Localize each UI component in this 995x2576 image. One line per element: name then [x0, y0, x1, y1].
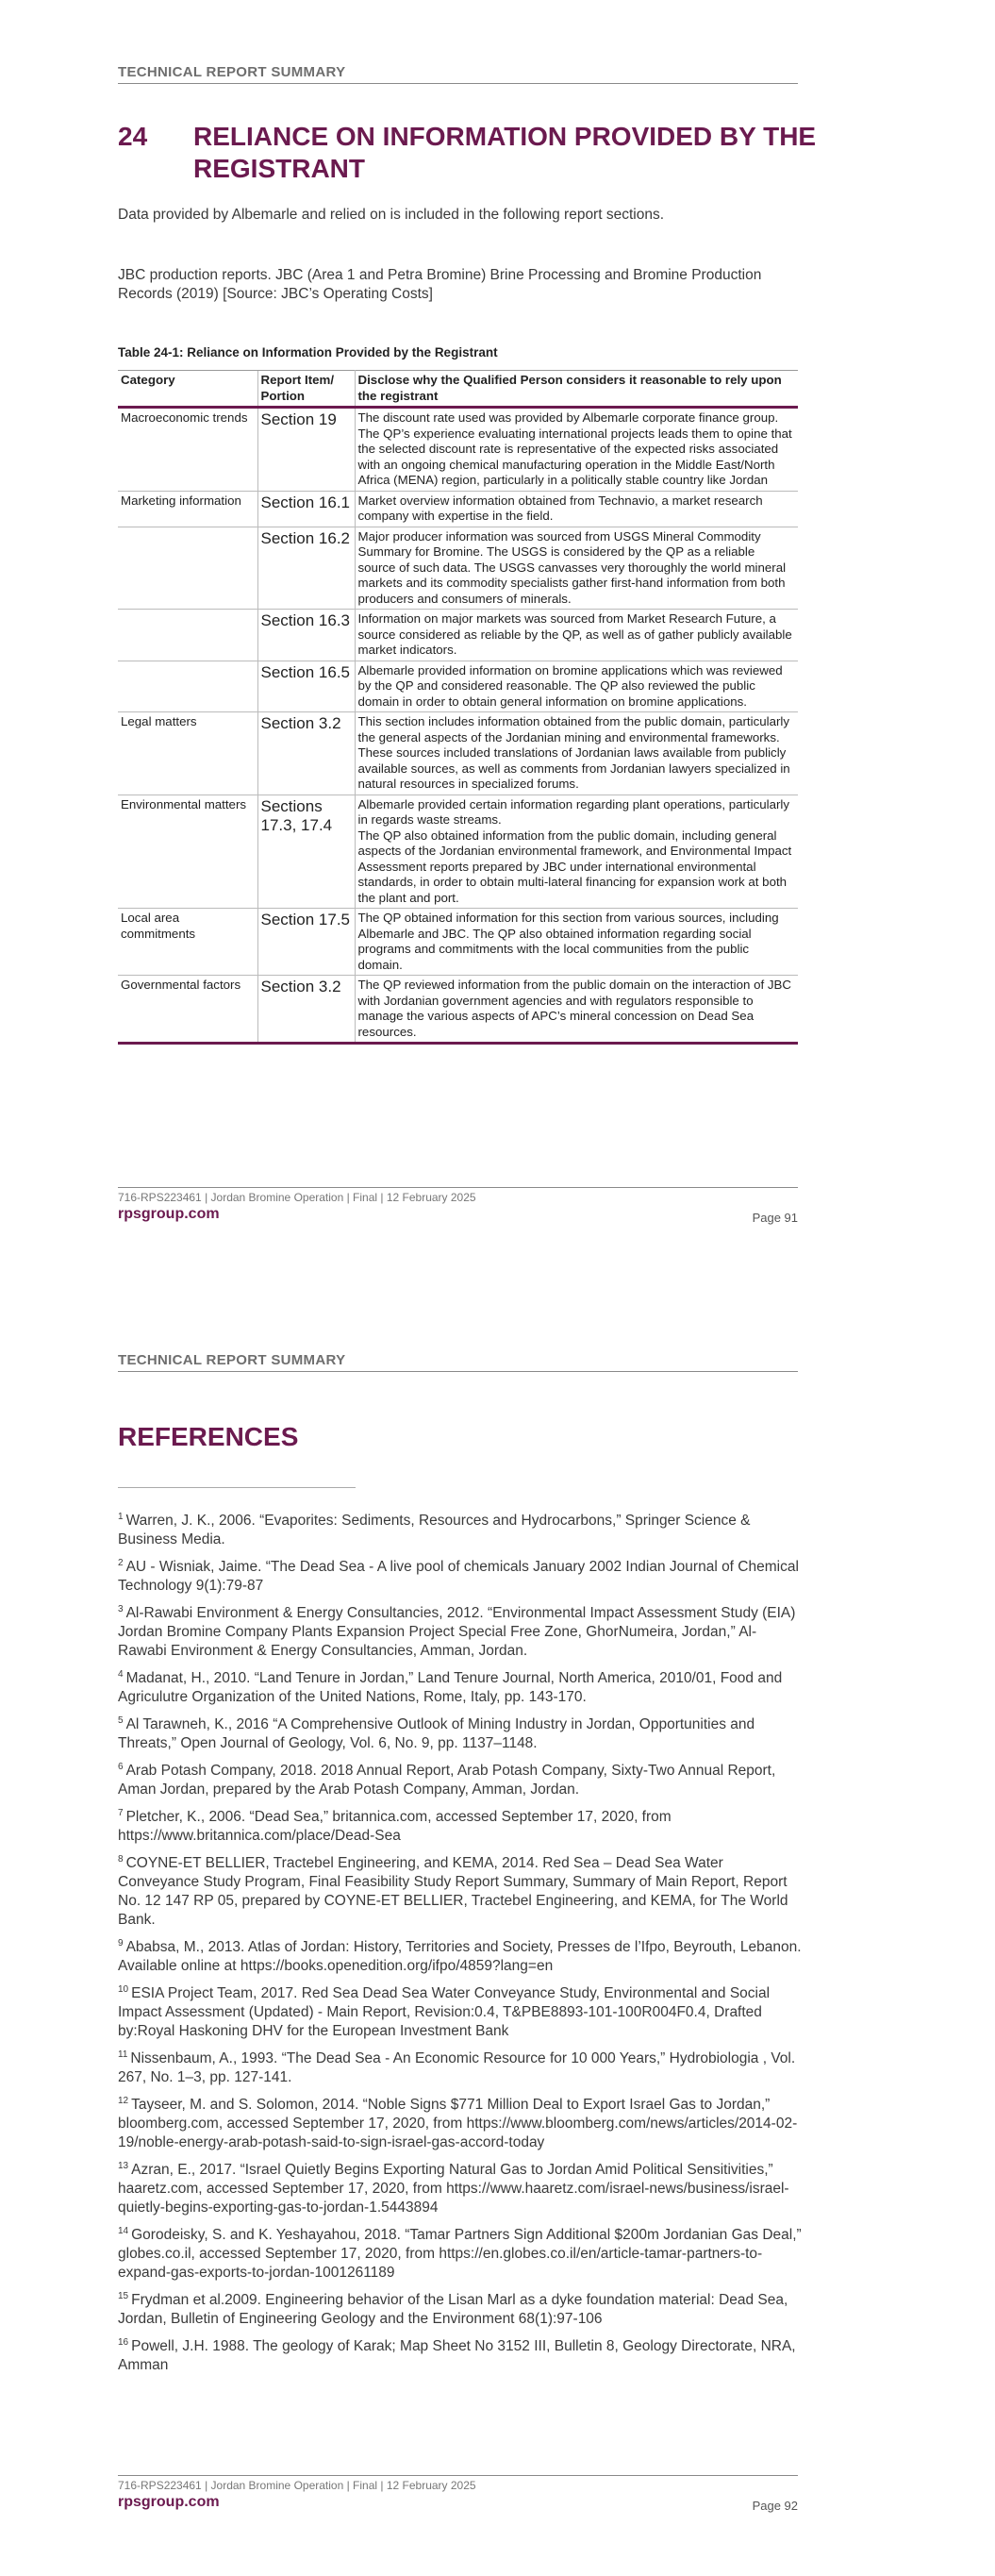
- report-item-cell: Section 19: [257, 408, 355, 492]
- reference-item: [118, 2226, 802, 2283]
- reference-item: [118, 2049, 802, 2087]
- reason-cell: Major producer information was sourced from USGS Mineral Commodity Summary for Bromine. The USGS is considered by the QP as a reliable source of such data. The USGS canvasses very thoroughly the world mineral markets and its commodity specialists gather first-hand information from both producers and consumers of minerals.: [355, 527, 798, 610]
- reference-item: [118, 2291, 802, 2329]
- reference-text: AU - Wisniak, Jaime. “The Dead Sea - A live pool of chemicals January 2002 Indian Journal of Chemical Technology 9(1):79-87: [118, 1559, 799, 1594]
- reason-cell: Market overview information obtained from Technavio, a market research company with expertise in the field.: [355, 491, 798, 527]
- reference-number: 16: [118, 2336, 129, 2348]
- reference-item: [118, 1558, 802, 1596]
- references-title: REFERENCES: [118, 1422, 299, 1451]
- reference-item: [118, 1604, 802, 1661]
- reference-text: Nissenbaum, A., 1993. “The Dead Sea - An Economic Resource for 10 000 Years,” Hydrobiologia , Vol. 267, No. 1–3, pp. 127-141.: [118, 2050, 796, 2085]
- report-item-cell: Section 16.3: [257, 610, 355, 661]
- page-92: [0, 1288, 995, 2576]
- table-row: [118, 976, 798, 1044]
- reason-cell: The QP reviewed information from the public domain on the interaction of JBC with Jordanian government agencies and with regulators responsible to manage the various aspects of APC’s mineral concession on Dead Sea resources.: [355, 976, 798, 1044]
- page-number: Page 92: [752, 2499, 798, 2513]
- page-footer: [118, 1187, 798, 1223]
- reference-item: [118, 1762, 802, 1799]
- reference-number: 10: [118, 1983, 129, 1995]
- reference-text: Pletcher, K., 2006. “Dead Sea,” britannica.com, accessed September 17, 2020, from https://www.britannica.com/place/Dead-Sea: [118, 1809, 672, 1844]
- reference-text: Frydman et al.2009. Engineering behavior of the Lisan Marl as a dyke foundation material: Dead Sea, Jordan, Bulletin of Engineering Geology and the Environment 68(1):97-106: [118, 2292, 788, 2327]
- reference-item: [118, 1715, 802, 1753]
- reference-number: 2: [118, 1557, 124, 1568]
- reason-cell: The QP obtained information for this section from various sources, including Albemarle and JBC. The QP also obtained information regarding social programs and commitments with the local communities from the public domain.: [355, 909, 798, 976]
- reference-text: Warren, J. K., 2006. “Evaporites: Sediments, Resources and Hydrocarbons,” Springer Science & Business Media.: [118, 1513, 751, 1547]
- reference-item: [118, 2096, 802, 2152]
- reference-number: 6: [118, 1761, 124, 1772]
- reference-item: [118, 2161, 802, 2217]
- page-number: Page 91: [752, 1211, 798, 1225]
- reliance-table: [118, 370, 798, 1045]
- reference-number: 1: [118, 1511, 124, 1522]
- reason-cell: Albemarle provided certain information regarding plant operations, particularly in regards waste streams. The QP also obtained information from the public domain, including general aspects of the Jordanian environmental framework, and Environmental Impact Assessment reports prepared by JBC under international environmental standards, in order to obtain multi-lateral financing for expansion work at both the plant and port.: [355, 795, 798, 909]
- reference-number: 5: [118, 1715, 124, 1726]
- reference-item: [118, 1854, 802, 1930]
- table-header-row: [118, 371, 798, 408]
- reference-number: 8: [118, 1853, 124, 1865]
- reference-number: 4: [118, 1668, 124, 1680]
- reference-number: 3: [118, 1603, 124, 1614]
- category-cell: [118, 610, 257, 661]
- report-item-cell: Section 16.5: [257, 661, 355, 712]
- reason-cell: This section includes information obtained from the public domain, particularly the general aspects of the Jordanian mining and environmental frameworks. These sources included translations of Jordanian laws available from publicly available sources, as well as comments from Jordanian lawyers specialized in natural resources in specialized forums.: [355, 712, 798, 795]
- table-row: [118, 712, 798, 795]
- table-row: [118, 661, 798, 712]
- reference-item: [118, 1512, 802, 1549]
- reference-item: [118, 2337, 802, 2375]
- report-item-cell: Section 16.1: [257, 491, 355, 527]
- table-row: [118, 527, 798, 610]
- references-list: [118, 1512, 802, 2384]
- reference-text: Tayseer, M. and S. Solomon, 2014. “Noble Signs $771 Million Deal to Export Israel Gas to Jordan,” bloomberg.com, accessed September 17, 2020, from https://www.bloomberg.com/news/articles/2014-02-19/noble-energy-arab-potash-said-to-sign-israel-gas-accord-today: [118, 2097, 798, 2150]
- category-cell: Macroeconomic trends: [118, 408, 257, 492]
- reference-number: 14: [118, 2225, 129, 2236]
- table-row: [118, 909, 798, 976]
- jbc-note-paragraph: JBC production reports. JBC (Area 1 and Petra Bromine) Brine Processing and Bromine Production Records (2019) [Source: JBC’s Operating Costs]: [118, 267, 762, 302]
- footnote-divider: [118, 1487, 356, 1488]
- reference-text: Powell, J.H. 1988. The geology of Karak; Map Sheet No 3152 III, Bulletin 8, Geology Directorate, NRA, Amman: [118, 2338, 796, 2373]
- reference-text: Al-Rawabi Environment & Energy Consultancies, 2012. “Environmental Impact Assessment Study (EIA) Jordan Bromine Company Plants Expansion Project Special Free Zone, GhorNumeira, Jordan,” Al-Rawabi Environment & Energy Consultancies, Amman, Jordan.: [118, 1605, 796, 1659]
- reference-text: Azran, E., 2017. “Israel Quietly Begins Exporting Natural Gas to Jordan Amid Political Sensitivities,” haaretz.com, accessed September 17, 2020, from https://www.haaretz.com/israel-news/business/israel-quietly-begins-exporting-gas-to-jordan-1.5443894: [118, 2162, 789, 2216]
- reference-number: 12: [118, 2095, 129, 2106]
- reference-number: 7: [118, 1807, 124, 1818]
- column-header: Category: [118, 371, 257, 408]
- category-cell: [118, 661, 257, 712]
- section-title: RELIANCE ON INFORMATION PROVIDED BY THE REGISTRANT: [193, 122, 817, 183]
- report-item-cell: Section 16.2: [257, 527, 355, 610]
- reference-number: 13: [118, 2160, 129, 2171]
- section-number: 24: [118, 122, 148, 151]
- reference-text: Al Tarawneh, K., 2016 “A Comprehensive Outlook of Mining Industry in Jordan, Opportunities and Threats,” Open Journal of Geology, Vol. 6, No. 9, pp. 1137–1148.: [118, 1716, 755, 1751]
- footer-website-link[interactable]: rpsgroup.com: [118, 2494, 220, 2510]
- table-caption: Table 24-1: Reliance on Information Provided by the Registrant: [118, 345, 498, 360]
- reference-text: COYNE-ET BELLIER, Tractebel Engineering, and KEMA, 2014. Red Sea – Dead Sea Water Conveyance Study Program, Final Feasibility Study Report Summary, Summary of Main Report, Report No. 12 147 RP 05, prepared by COYNE-ET BELLIER, Tractebel Engineering, and KEMA, for The World Bank.: [118, 1855, 788, 1928]
- category-cell: Marketing information: [118, 491, 257, 527]
- category-cell: [118, 527, 257, 610]
- footer-doc-line: 716-RPS223461 | Jordan Bromine Operation | Final | 12 February 2025: [118, 1191, 476, 1204]
- report-header: TECHNICAL REPORT SUMMARY: [118, 64, 798, 84]
- reference-item: [118, 1669, 802, 1707]
- reference-item: [118, 1938, 802, 1976]
- reason-cell: Albemarle provided information on bromine applications which was reviewed by the QP and considered reasonable. The QP also reviewed the public domain in order to obtain general information on bromine applications.: [355, 661, 798, 712]
- reference-text: Gorodeisky, S. and K. Yeshayahou, 2018. “Tamar Partners Sign Additional $200m Jordanian Gas Deal,” globes.co.il, accessed September 17, 2020, from https://en.globes.co.il/en/article-tamar-partners-to-expand-gas-exports-to-jordan-1001261189: [118, 2227, 802, 2281]
- intro-paragraph: Data provided by Albemarle and relied on is included in the following report sections.: [118, 207, 665, 223]
- report-header: TECHNICAL REPORT SUMMARY: [118, 1352, 798, 1372]
- reference-item: [118, 1808, 802, 1846]
- report-item-cell: Section 17.5: [257, 909, 355, 976]
- reference-text: Madanat, H., 2010. “Land Tenure in Jordan,” Land Tenure Journal, North America, 2010/01, Food and Agriculutre Organization of the United Nations, Rome, Italy, pp. 143-170.: [118, 1670, 783, 1705]
- reference-text: ESIA Project Team, 2017. Red Sea Dead Sea Water Conveyance Study, Environmental and Social Impact Assessment (Updated) - Main Report, Revision:0.4, T&PBE8893-101-100R004F0.4, Drafted by:Royal Haskoning DHV for the European Investment Bank: [118, 1985, 771, 2039]
- report-item-cell: Section 3.2: [257, 712, 355, 795]
- page-footer: [118, 2475, 798, 2511]
- table-row: [118, 610, 798, 661]
- reason-cell: The discount rate used was provided by Albemarle corporate finance group. The QP’s experience evaluating international projects leads them to opine that the selected discount rate is representative of the expected risks associated with an ongoing chemical manufacturing operation in the Middle East/North Africa (MENA) region, particularly in a politically stable country like Jordan: [355, 408, 798, 492]
- reference-number: 9: [118, 1937, 124, 1949]
- footer-doc-line: 716-RPS223461 | Jordan Bromine Operation | Final | 12 February 2025: [118, 2479, 476, 2492]
- column-header: Report Item/ Portion: [257, 371, 355, 408]
- category-cell: Legal matters: [118, 712, 257, 795]
- reference-number: 11: [118, 2049, 128, 2060]
- column-header: Disclose why the Qualified Person considers it reasonable to rely upon the registrant: [355, 371, 798, 408]
- report-item-cell: Section 3.2: [257, 976, 355, 1044]
- table-row: [118, 491, 798, 527]
- table-row: [118, 408, 798, 492]
- category-cell: Environmental matters: [118, 795, 257, 909]
- category-cell: Local area commitments: [118, 909, 257, 976]
- reference-item: [118, 1984, 802, 2041]
- category-cell: Governmental factors: [118, 976, 257, 1044]
- reference-number: 15: [118, 2290, 129, 2301]
- reason-cell: Information on major markets was sourced from Market Research Future, a source considered as reliable by the QP, as well as of gather publicly available market indicators.: [355, 610, 798, 661]
- report-item-cell: Sections 17.3, 17.4: [257, 795, 355, 909]
- reference-text: Ababsa, M., 2013. Atlas of Jordan: History, Territories and Society, Presses de l’Ifpo, Beyrouth, Lebanon. Available online at https://books.openedition.org/ifpo/4859?lang=en: [118, 1939, 802, 1974]
- reference-text: Arab Potash Company, 2018. 2018 Annual Report, Arab Potash Company, Sixty-Two Annual Report, Aman Jordan, prepared by the Arab Potash Company, Amman, Jordan.: [118, 1763, 776, 1798]
- table-row: [118, 795, 798, 909]
- footer-website-link[interactable]: rpsgroup.com: [118, 1206, 220, 1222]
